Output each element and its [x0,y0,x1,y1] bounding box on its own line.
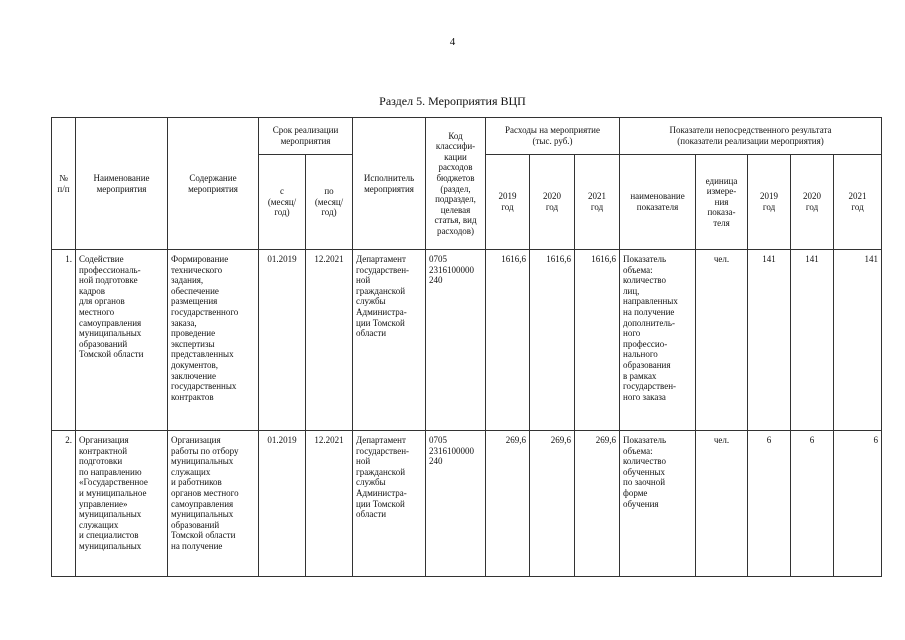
row-exp-2021: 1616,6 [575,250,620,431]
row-code: 0705 2316100000 240 [426,250,486,431]
row-ind-2020: 141 [791,250,834,431]
activities-table [51,117,882,577]
row-ind-unit: чел. [696,250,748,431]
header-ind-2020: 2020 год [791,155,834,250]
table-row [52,431,882,577]
row-name: Содействие профессиональ- ной подготовке кадров для органов местного самоуправления муниципальных образований Томской области [76,250,168,431]
row-from: 01.2019 [259,431,306,577]
header-num: № п/п [52,118,76,250]
header-ind-name: наименование показателя [620,155,696,250]
header-period: Срок реализации мероприятия [259,118,353,155]
header-exp-2021: 2021 год [575,155,620,250]
header-period-from: с (месяц/ год) [259,155,306,250]
row-executor: Департамент государствен- ной гражданской службы Администра- ции Томской области [353,431,426,577]
row-to: 12.2021 [306,250,353,431]
row-ind-unit: чел. [696,431,748,577]
row-code: 0705 2316100000 240 [426,431,486,577]
row-exp-2020: 1616,6 [530,250,575,431]
row-exp-2019: 1616,6 [486,250,530,431]
row-num: 1. [52,250,76,431]
row-ind-2019: 141 [748,250,791,431]
table-row [52,250,882,431]
row-ind-2019: 6 [748,431,791,577]
row-to: 12.2021 [306,431,353,577]
row-num: 2. [52,431,76,577]
row-from: 01.2019 [259,250,306,431]
header-exp-2019: 2019 год [486,155,530,250]
page-number: 4 [449,36,456,48]
row-ind-name: Показатель объема: количество лиц, направленных на получение дополнитель- ного профессио- нального образования в рамках государствен- ного заказа [620,250,696,431]
header-exp-2020: 2020 год [530,155,575,250]
row-executor: Департамент государствен- ной гражданской службы Администра- ции Томской области [353,250,426,431]
row-ind-2021: 6 [834,431,882,577]
row-ind-name: Показатель объема: количество обученных по заочной форме обучения [620,431,696,577]
row-name: Организация контрактной подготовки по направлению «Государственное и муниципальное управление» муниципальных служащих и специалистов муниципальных [76,431,168,577]
header-indicators: Показатели непосредственного результата (показатели реализации мероприятия) [620,118,882,155]
header-ind-2021: 2021 год [834,155,882,250]
header-ind-unit: единица измере- ния показа- теля [696,155,748,250]
row-exp-2019: 269,6 [486,431,530,577]
row-content: Организация работы по отбору муниципальных служащих и работников органов местного самоуправления муниципальных образований Томской области на получение [168,431,259,577]
row-ind-2020: 6 [791,431,834,577]
row-content: Формирование технического задания, обеспечение размещения государственного заказа, проведение экспертизы представленных документов, заключение государственных контрактов [168,250,259,431]
header-period-to: по (месяц/ год) [306,155,353,250]
header-executor: Исполнитель мероприятия [353,118,426,250]
header-content: Содержание мероприятия [168,118,259,250]
header-name: Наименование мероприятия [76,118,168,250]
header-ind-2019: 2019 год [748,155,791,250]
row-exp-2020: 269,6 [530,431,575,577]
row-ind-2021: 141 [834,250,882,431]
header-expenses: Расходы на мероприятие (тыс. руб.) [486,118,620,155]
header-code: Код классифи- кации расходов бюджетов (раздел, подраздел, целевая статья, вид расходов) [426,118,486,250]
header-row-1 [52,118,882,155]
row-exp-2021: 269,6 [575,431,620,577]
section-title: Раздел 5. Мероприятия ВЦП [379,94,526,108]
